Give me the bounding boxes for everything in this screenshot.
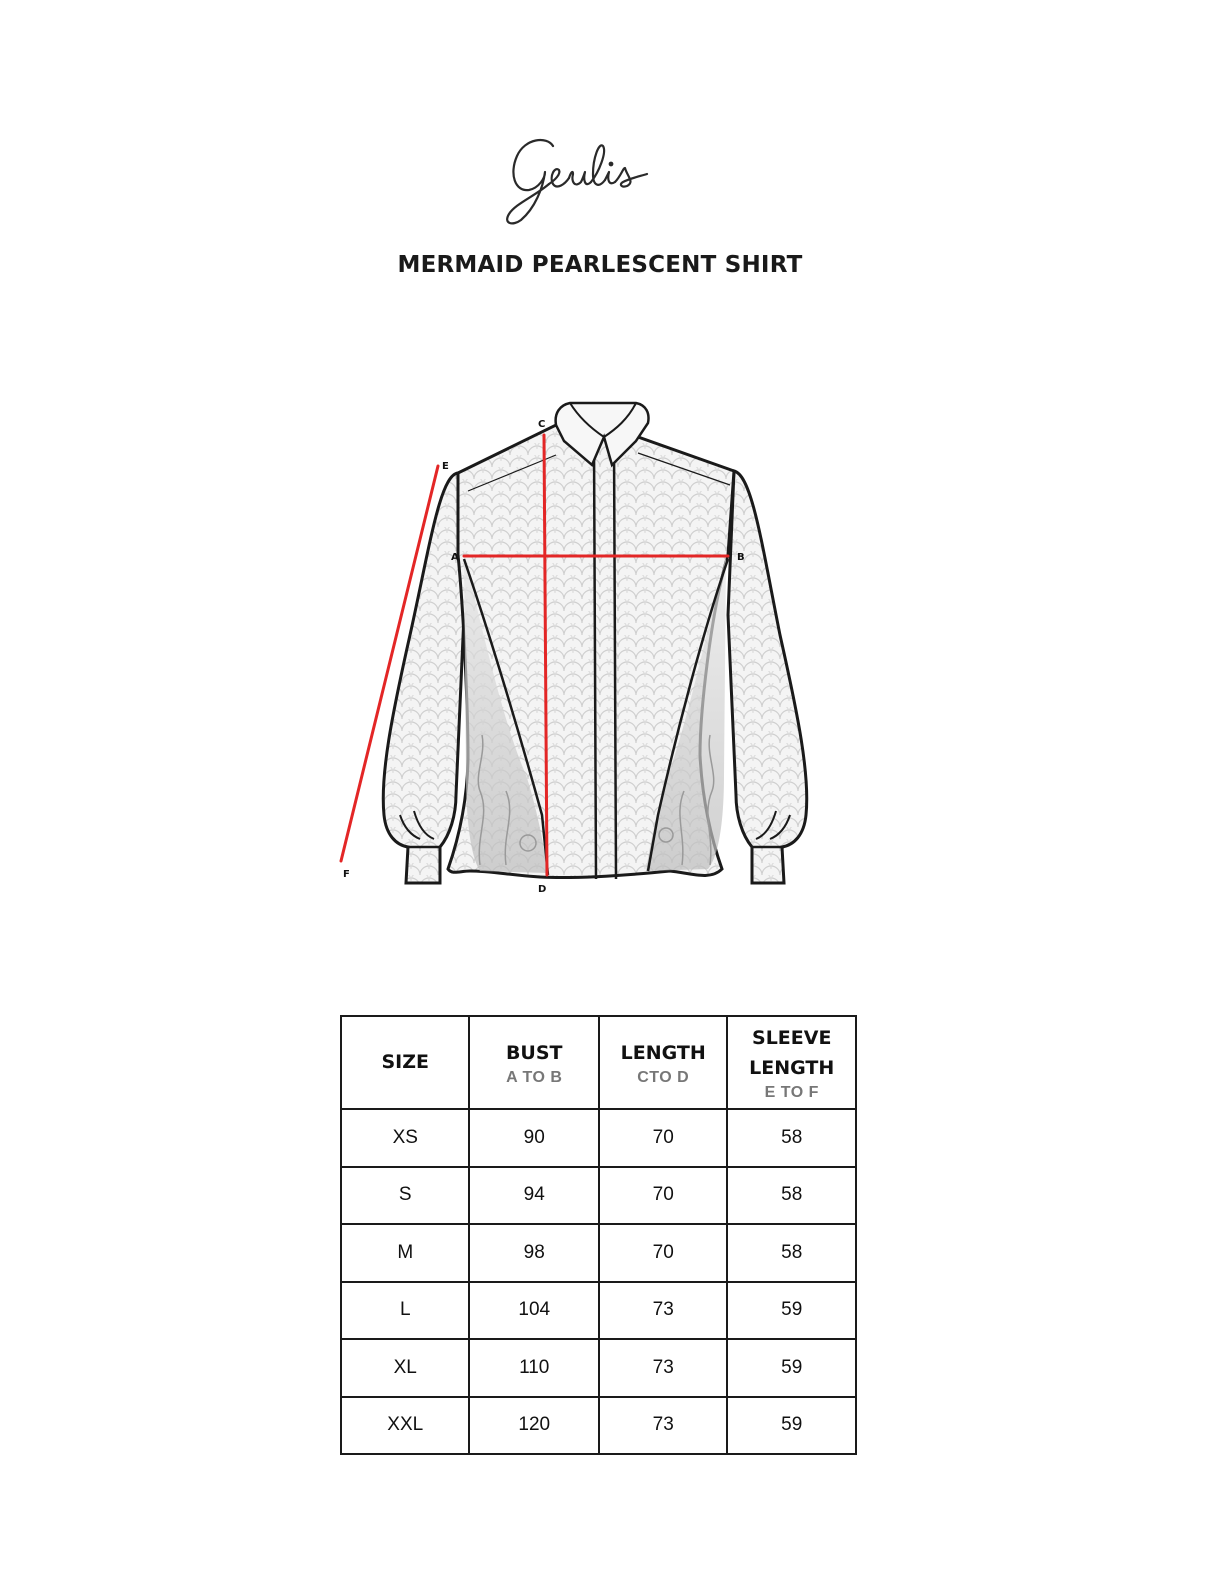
header-length	[599, 1016, 727, 1109]
table-row	[341, 1167, 856, 1225]
table-row	[341, 1224, 856, 1282]
table-row	[341, 1282, 856, 1340]
right-sleeve	[728, 471, 807, 883]
cell-size: XL	[341, 1339, 469, 1397]
header-sublabel: E TO F	[764, 1084, 819, 1102]
point-c-label: C	[538, 419, 546, 430]
header-label: LENGTH	[620, 1041, 706, 1064]
cell-sleeve: 59	[727, 1339, 856, 1397]
cell-bust: 90	[469, 1109, 599, 1167]
table-header-row	[341, 1016, 856, 1109]
point-a-label: A	[451, 552, 459, 563]
shirt-measurement-diagram	[330, 395, 830, 905]
cell-length: 73	[599, 1397, 727, 1455]
left-sleeve	[383, 473, 464, 883]
point-e-label: E	[442, 461, 449, 472]
cell-bust: 110	[469, 1339, 599, 1397]
point-b-label: B	[737, 552, 745, 563]
brand-logo	[495, 128, 670, 228]
cell-sleeve: 59	[727, 1397, 856, 1455]
cell-size: S	[341, 1167, 469, 1225]
cell-bust: 120	[469, 1397, 599, 1455]
cell-size: XXL	[341, 1397, 469, 1455]
header-sleeve-length	[727, 1016, 856, 1109]
cell-sleeve: 58	[727, 1109, 856, 1167]
header-size	[341, 1016, 469, 1109]
point-f-label: F	[343, 869, 350, 880]
cell-bust: 94	[469, 1167, 599, 1225]
cell-bust: 104	[469, 1282, 599, 1340]
header-sublabel: CTO D	[637, 1069, 690, 1087]
cell-length: 73	[599, 1339, 727, 1397]
cell-size: XS	[341, 1109, 469, 1167]
point-d-label: D	[538, 884, 547, 895]
cell-bust: 98	[469, 1224, 599, 1282]
cell-sleeve: 58	[727, 1224, 856, 1282]
header-label: SIZE	[381, 1051, 429, 1074]
table-row	[341, 1109, 856, 1167]
product-title: MERMAID PEARLESCENT SHIRT	[397, 252, 803, 278]
header-bust	[469, 1016, 599, 1109]
table-row	[341, 1397, 856, 1455]
header-sublabel: A TO B	[506, 1069, 563, 1087]
header-label: BUST	[505, 1041, 563, 1064]
cell-length: 70	[599, 1224, 727, 1282]
cell-size: L	[341, 1282, 469, 1340]
size-chart-table	[340, 1015, 857, 1455]
cell-length: 73	[599, 1282, 727, 1340]
cell-length: 70	[599, 1109, 727, 1167]
cell-size: M	[341, 1224, 469, 1282]
cell-sleeve: 58	[727, 1167, 856, 1225]
table-row	[341, 1339, 856, 1397]
header-label: SLEEVE LENGTH	[749, 1026, 835, 1079]
cell-length: 70	[599, 1167, 727, 1225]
cell-sleeve: 59	[727, 1282, 856, 1340]
